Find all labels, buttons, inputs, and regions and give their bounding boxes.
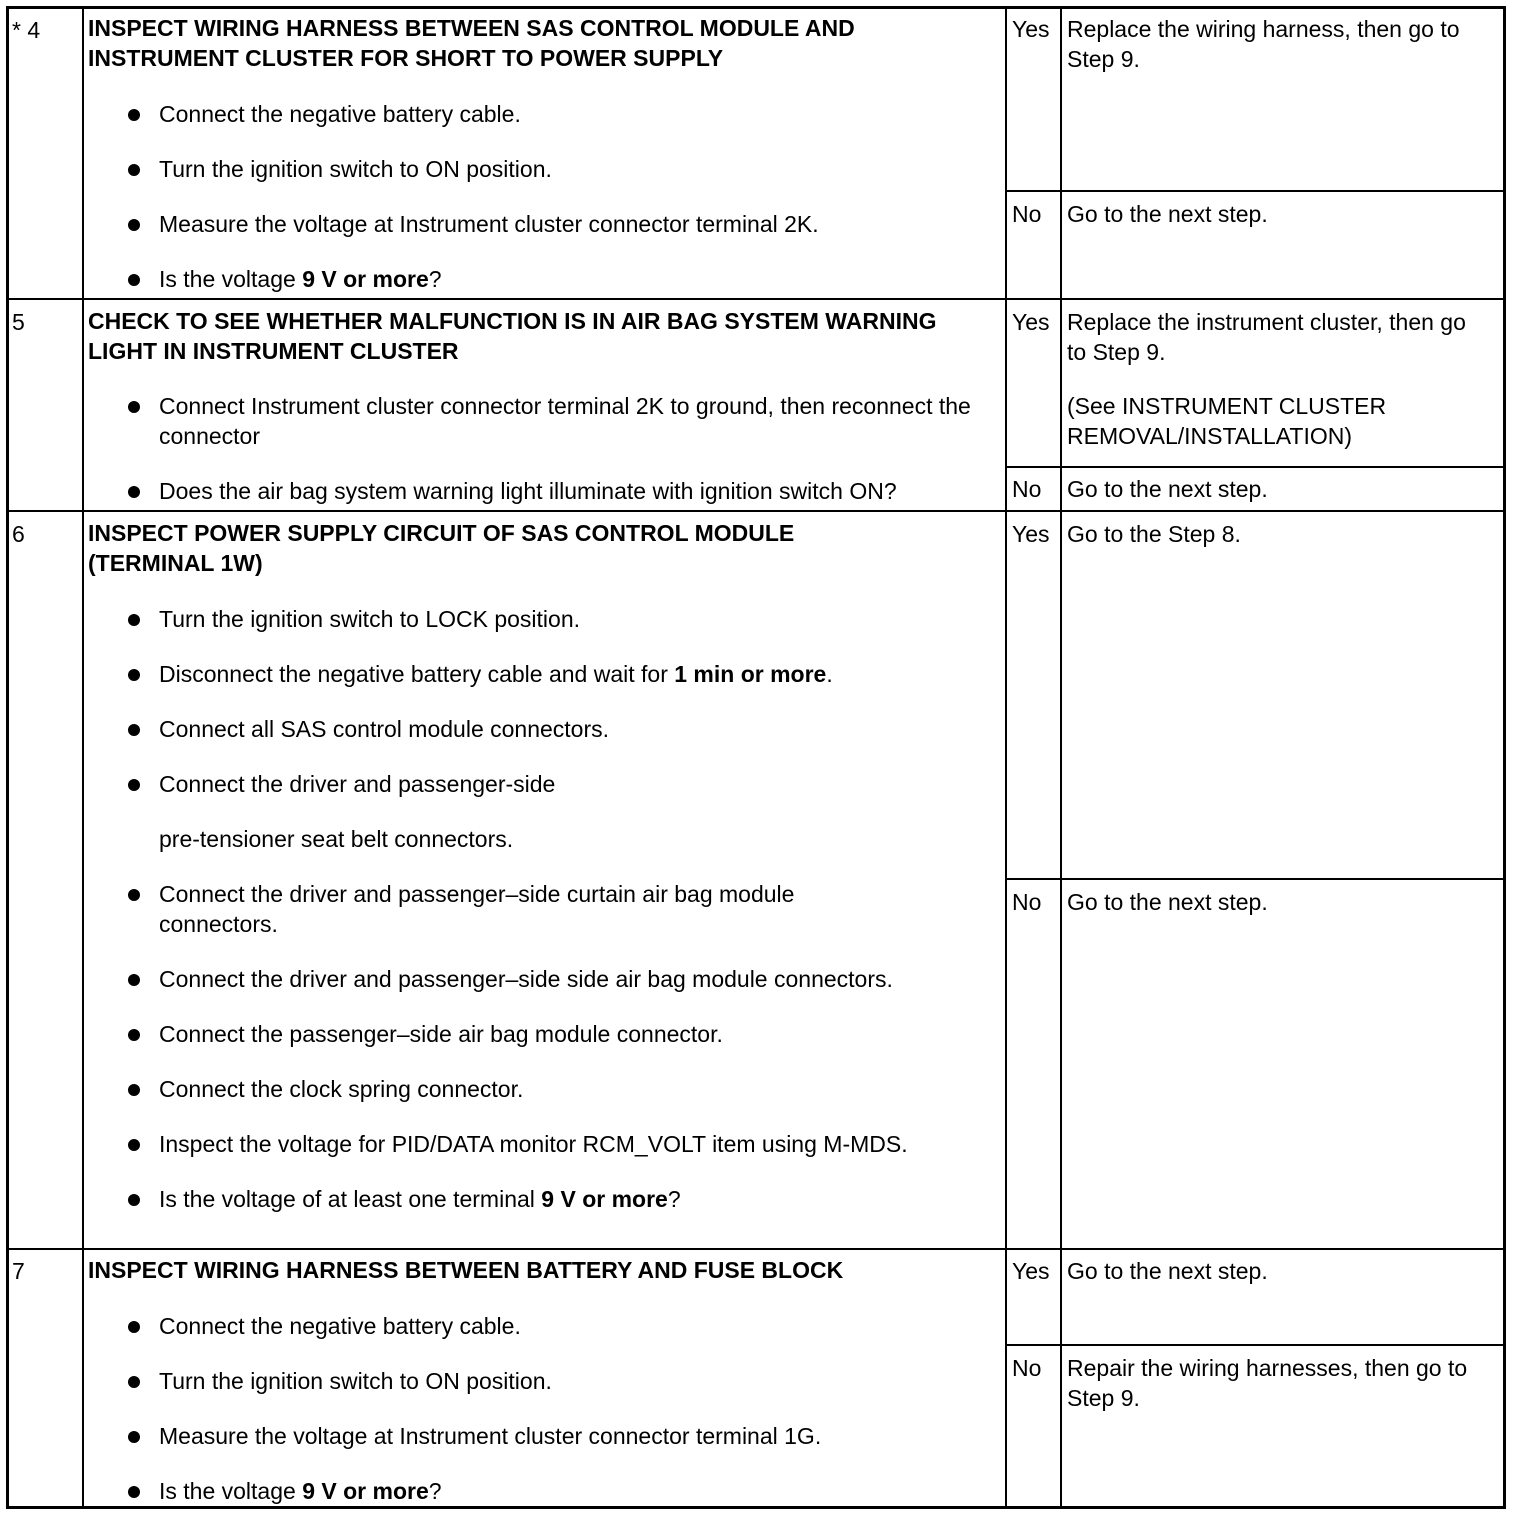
step-number: 6 — [12, 521, 25, 547]
no-label: No — [1012, 889, 1042, 915]
yes-no-divider — [1006, 466, 1506, 468]
bullet-icon — [128, 1029, 140, 1041]
action-item: Measure the voltage at Instrument cluster connector terminal 1G. — [84, 1421, 984, 1451]
no-result: Go to the next step. — [1067, 201, 1268, 227]
step-number: * 4 — [12, 17, 41, 43]
no-label: No — [1012, 476, 1042, 502]
action-item: Is the voltage 9 V or more? — [84, 1476, 984, 1506]
action-item: Measure the voltage at Instrument cluster connector terminal 2K. — [84, 209, 984, 239]
row-divider — [6, 510, 1506, 512]
yes-result: Replace the instrument cluster, then go to Step 9. — [1067, 309, 1466, 365]
action-item: Connect all SAS control module connectors. — [84, 714, 984, 744]
row-divider — [6, 1248, 1506, 1250]
action-item: Connect the driver and passenger-side — [84, 769, 984, 799]
row-divider — [6, 298, 1506, 300]
action-item: Is the voltage 9 V or more? — [84, 264, 984, 294]
column-divider — [1060, 6, 1062, 1509]
bullet-icon — [128, 1321, 140, 1333]
yes-result: Replace the wiring harness, then go to Step 9. — [1067, 16, 1460, 72]
action-continuation: pre-tensioner seat belt connectors. — [159, 826, 514, 852]
yes-result: Go to the next step. — [1067, 1258, 1268, 1284]
action-item: Connect the negative battery cable. — [84, 99, 984, 129]
bullet-icon — [128, 974, 140, 986]
yes-note: (See INSTRUMENT CLUSTER REMOVAL/INSTALLATION) — [1067, 393, 1387, 449]
step-title: CHECK TO SEE WHETHER MALFUNCTION IS IN AIR BAG SYSTEM WARNING LIGHT IN INSTRUMENT CLUSTER — [88, 308, 937, 364]
bullet-icon — [128, 1486, 140, 1498]
bullet-icon — [128, 219, 140, 231]
action-list — [84, 1311, 984, 1506]
action-item: Is the voltage of at least one terminal 9 V or more? — [84, 1184, 984, 1214]
bullet-icon — [128, 889, 140, 901]
bullet-icon — [128, 274, 140, 286]
yes-result: Go to the Step 8. — [1067, 521, 1241, 547]
action-item: Connect the driver and passenger–side side air bag module connectors. — [84, 964, 984, 994]
bullet-icon — [128, 1431, 140, 1443]
step-title: INSPECT WIRING HARNESS BETWEEN SAS CONTROL MODULE AND INSTRUMENT CLUSTER FOR SHORT TO POWER SUPPLY — [88, 15, 855, 71]
no-result: Go to the next step. — [1067, 889, 1268, 915]
yes-no-divider — [1006, 190, 1506, 192]
bullet-icon — [128, 164, 140, 176]
yes-no-divider — [1006, 878, 1506, 880]
action-list — [84, 99, 984, 294]
action-item: Connect the driver and passenger–side curtain air bag module connectors. — [84, 879, 879, 939]
step-title: INSPECT POWER SUPPLY CIRCUIT OF SAS CONTROL MODULE (TERMINAL 1W) — [88, 520, 795, 576]
action-list — [84, 391, 984, 506]
bullet-icon — [128, 669, 140, 681]
action-item: Connect the clock spring connector. — [84, 1074, 984, 1104]
action-item: Connect the negative battery cable. — [84, 1311, 984, 1341]
step-number: 5 — [12, 309, 25, 335]
bullet-icon — [128, 1376, 140, 1388]
bullet-icon — [128, 614, 140, 626]
action-list — [84, 604, 984, 1214]
action-item: Turn the ignition switch to ON position. — [84, 154, 984, 184]
bullet-icon — [128, 724, 140, 736]
no-result: Repair the wiring harnesses, then go to Step 9. — [1067, 1355, 1468, 1411]
no-result: Go to the next step. — [1067, 476, 1268, 502]
bullet-icon — [128, 779, 140, 791]
column-divider — [1005, 6, 1007, 1509]
bullet-icon — [128, 1194, 140, 1206]
yes-label: Yes — [1012, 1258, 1050, 1284]
action-item: Connect Instrument cluster connector terminal 2K to ground, then reconnect the connector — [84, 391, 984, 451]
bullet-icon — [128, 486, 140, 498]
bullet-icon — [128, 109, 140, 121]
action-item: Connect the passenger–side air bag module connector. — [84, 1019, 984, 1049]
no-label: No — [1012, 1355, 1042, 1381]
action-item: Disconnect the negative battery cable and wait for 1 min or more. — [84, 659, 984, 689]
action-item: Turn the ignition switch to ON position. — [84, 1366, 984, 1396]
bullet-icon — [128, 1084, 140, 1096]
step-title: INSPECT WIRING HARNESS BETWEEN BATTERY AND FUSE BLOCK — [88, 1257, 844, 1283]
action-item: Does the air bag system warning light illuminate with ignition switch ON? — [84, 476, 984, 506]
bullet-icon — [128, 401, 140, 413]
step-number: 7 — [12, 1258, 25, 1284]
yes-label: Yes — [1012, 309, 1050, 335]
yes-no-divider — [1006, 1344, 1506, 1346]
action-item: Inspect the voltage for PID/DATA monitor RCM_VOLT item using M-MDS. — [84, 1129, 939, 1159]
no-label: No — [1012, 201, 1042, 227]
bullet-icon — [128, 1139, 140, 1151]
action-item: Turn the ignition switch to LOCK position. — [84, 604, 984, 634]
yes-label: Yes — [1012, 521, 1050, 547]
yes-label: Yes — [1012, 16, 1050, 42]
